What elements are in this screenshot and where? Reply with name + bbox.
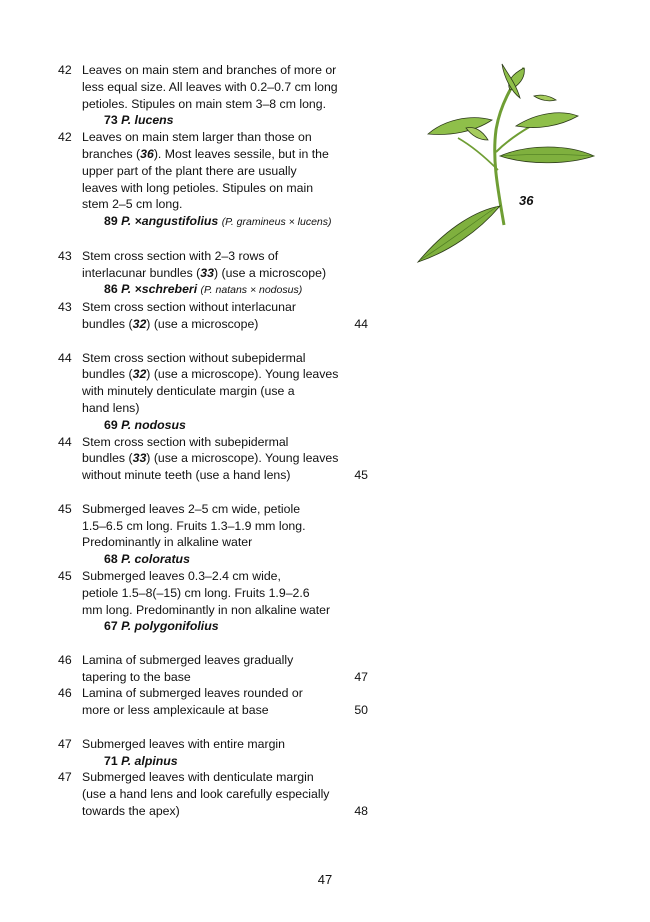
couplet-gap [58,635,368,652]
couplet-gap [58,719,368,736]
key-lead [58,652,368,686]
taxon-result [82,753,368,770]
lead-text-line: Stem cross section with 2–3 rows of [82,248,279,263]
goto-couplet: 45 [354,468,368,483]
lead-text-line: Stem cross section with subepidermal [82,434,289,449]
lead-text-line: Lamina of submerged leaves rounded or [82,686,303,701]
lead-text-line: less equal size. All leaves with 0.2–0.7 cm long [82,79,338,94]
taxon-name: 86 P. ×schreberi [104,282,198,297]
taxon-name: 68 P. coloratus [104,552,190,567]
lead-number: 47 [58,736,72,751]
lead-number: 42 [58,130,72,145]
key-lead [58,568,368,635]
key-lead [58,62,368,129]
key-lead [58,736,368,770]
lead-text-line: petiole 1.5–8(–15) cm long. Fruits 1.9–2.6 [82,585,310,600]
lead-text-line: leaves with long petioles. Stipules on main [82,180,314,195]
taxon-name: 67 P. polygonifolius [104,619,219,634]
lead-number: 46 [58,652,72,667]
page-number: 47 [317,872,333,887]
plant-illustration [408,60,608,270]
goto-couplet: 48 [354,804,368,819]
taxon-parentage: (P. gramineus × lucens) [221,216,332,229]
lead-text-line: mm long. Predominantly in non alkaline water [82,602,331,617]
leaf-right-upper [516,113,578,128]
key-lead [58,434,368,484]
lead-text-line: tapering to the base [82,669,191,684]
figure-label: 36 [519,193,534,208]
lead-text-line: bundles (33) (use a microscope). Young leaves [82,451,339,466]
key-lead [58,501,368,568]
lead-text-line: (use a hand lens and look carefully especially [82,787,330,802]
key-lead [58,769,368,819]
lead-text-line: Stem cross section without interlacunar [82,300,296,315]
lead-number: 43 [58,300,72,315]
leaf-left-small [466,128,488,141]
lead-text-line: Stem cross section without subepidermal [82,350,306,365]
key-lead [58,350,368,434]
lead-text-line: Leaves on main stem larger than those on [82,130,312,145]
lead-text-line: with minutely denticulate margin (use a [82,384,295,399]
couplet-gap [58,231,368,248]
lead-text-line: hand lens) [82,400,140,415]
taxon-result [82,281,368,299]
lead-number: 43 [58,248,72,263]
lead-text-line: more or less amplexicaule at base [82,703,269,718]
goto-couplet: 50 [354,703,368,718]
goto-couplet: 47 [354,669,368,684]
lead-text-line: Submerged leaves 2–5 cm wide, petiole [82,501,301,516]
taxon-result [82,618,368,635]
lead-number: 47 [58,770,72,785]
couplet-gap [58,333,368,350]
taxon-name: 73 P. lucens [104,113,174,128]
lead-number: 44 [58,350,72,365]
key-lead [58,685,368,719]
lead-text-line: Leaves on main stem and branches of more or [82,63,337,77]
lead-text-line: Predominantly in alkaline water [82,535,253,550]
taxon-result [82,417,368,434]
lead-text-line: interlacunar bundles (33) (use a microscope) [82,265,327,280]
key-lead [58,129,368,231]
leaf-left-upper [428,118,492,135]
taxon-name: 71 P. alpinus [104,753,178,768]
lead-number: 46 [58,686,72,701]
lead-text-line: without minute teeth (use a hand lens) [82,468,291,483]
taxon-name: 89 P. ×angustifolius [104,214,219,229]
lead-number: 44 [58,434,72,449]
lead-text-line: bundles (32) (use a microscope) [82,316,259,331]
lead-text-line: Submerged leaves 0.3–2.4 cm wide, [82,568,281,583]
lead-text-line: Submerged leaves with denticulate margin [82,770,314,785]
couplet-gap [58,484,368,501]
taxon-parentage: (P. natans × nodosus) [200,284,303,297]
identification-key [58,62,368,820]
lead-text-line: Submerged leaves with entire margin [82,736,286,751]
taxon-result [82,112,368,129]
lead-text-line: Lamina of submerged leaves gradually [82,652,294,667]
lead-number: 42 [58,63,72,77]
key-lead [58,299,368,333]
taxon-result [82,551,368,568]
key-lead [58,248,368,299]
lead-number: 45 [58,501,72,516]
lead-text-line: stem 2–5 cm long. [82,197,183,212]
goto-couplet: 44 [354,316,368,331]
lead-text-line: towards the apex) [82,804,180,819]
lead-text-line: bundles (32) (use a microscope). Young leaves [82,367,339,382]
taxon-result [82,213,368,231]
lead-number: 45 [58,568,72,583]
lead-text-line: branches (36). Most leaves sessile, but in the [82,146,329,161]
lead-text-line: petioles. Stipules on main stem 3–8 cm long. [82,96,327,111]
lead-text-line: 1.5–6.5 cm long. Fruits 1.3–1.9 mm long. [82,518,306,533]
taxon-name: 69 P. nodosus [104,417,186,432]
lead-text-line: upper part of the plant there are usually [82,163,297,178]
